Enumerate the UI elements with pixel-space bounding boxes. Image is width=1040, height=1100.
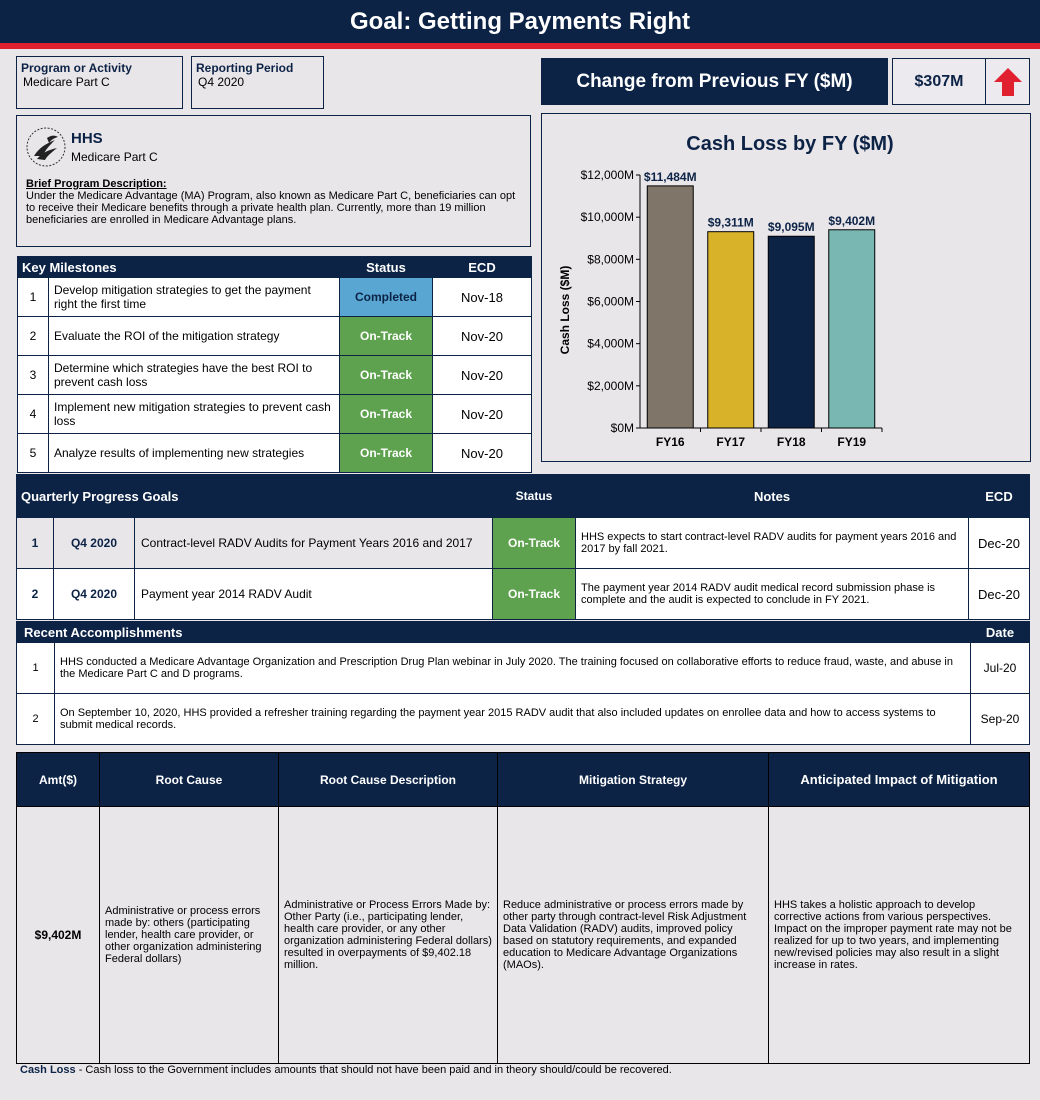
milestone-text: Determine which strategies have the best ROI to prevent cash loss xyxy=(49,356,340,395)
milestone-number: 2 xyxy=(18,317,49,356)
goal-quarter: Q4 2020 xyxy=(54,518,135,569)
goal-quarter: Q4 2020 xyxy=(54,569,135,620)
milestone-ecd: Nov-18 xyxy=(433,278,532,317)
chart-x-tick-label: FY16 xyxy=(655,435,685,449)
description-label: Brief Program Description: xyxy=(26,178,167,190)
quarterly-title: Quarterly Progress Goals xyxy=(17,475,493,518)
table-row xyxy=(17,807,1030,1064)
goal-ecd: Dec-20 xyxy=(969,569,1030,620)
status-badge: On-Track xyxy=(493,518,576,569)
table-row xyxy=(18,434,532,473)
table-row xyxy=(18,278,532,317)
root-cause-table xyxy=(16,752,1030,1064)
milestone-text: Develop mitigation strategies to get the payment right the first time xyxy=(49,278,340,317)
mitigation-strategy-header: Mitigation Strategy xyxy=(498,753,769,807)
change-label: Change from Previous FY ($M) xyxy=(541,58,888,105)
status-badge: On-Track xyxy=(340,317,433,356)
page-title: Goal: Getting Payments Right xyxy=(0,0,1040,43)
chart-data-label: $9,095M xyxy=(767,220,815,235)
table-row xyxy=(17,518,1030,569)
root-cause-text: Administrative or process errors made by: others (participating lender, health care provider, or other organization administering Federal dollars) xyxy=(100,807,279,1064)
table-row xyxy=(18,356,532,395)
milestone-text: Evaluate the ROI of the mitigation strategy xyxy=(49,317,340,356)
table-row xyxy=(17,643,1030,694)
goal-text: Payment year 2014 RADV Audit xyxy=(135,569,493,620)
chart-title: Cash Loss by FY ($M) xyxy=(686,133,894,155)
goal-number: 1 xyxy=(17,518,54,569)
period-label: Reporting Period xyxy=(196,61,294,75)
footnote-term: Cash Loss xyxy=(20,1064,76,1076)
milestone-text: Analyze results of implementing new strategies xyxy=(49,434,340,473)
milestone-number: 3 xyxy=(18,356,49,395)
milestone-number: 4 xyxy=(18,395,49,434)
accomplishment-date: Jul-20 xyxy=(971,643,1030,694)
chart-bar xyxy=(829,230,875,428)
arrow-up-icon xyxy=(993,67,1023,97)
change-value: $307M xyxy=(893,59,986,104)
milestone-number: 5 xyxy=(18,434,49,473)
program-box xyxy=(16,56,183,109)
milestone-ecd: Nov-20 xyxy=(433,317,532,356)
accomplishments-table xyxy=(16,621,1030,745)
goal-number: 2 xyxy=(17,569,54,620)
table-row xyxy=(17,569,1030,620)
milestones-table xyxy=(17,256,532,473)
chart-y-tick-label: $6,000M xyxy=(587,294,634,309)
change-value-box xyxy=(892,58,1030,105)
goal-notes: The payment year 2014 RADV audit medical record submission phase is complete and the audit is expected to conclude in FY 2021. xyxy=(576,569,969,620)
accomplishment-text: HHS conducted a Medicare Advantage Organization and Prescription Drug Plan webinar in July 2020. The training focused on collaborative efforts to reduce fraud, waste, and abuse in the Medicare Part C and D programs. xyxy=(55,643,971,694)
agency-program: Medicare Part C xyxy=(71,150,158,164)
milestone-text: Implement new mitigation strategies to prevent cash loss xyxy=(49,395,340,434)
status-badge: On-Track xyxy=(340,356,433,395)
mitigation-strategy-text: Reduce administrative or process errors made by other party through contract-level Risk Adjustment Data Validation (RADV) audits, improved policy based on statutory requirements, and expanded education to Medicare Advantage Organizations (MAOs). xyxy=(498,807,769,1064)
milestone-ecd: Nov-20 xyxy=(433,356,532,395)
root-cause-header: Root Cause xyxy=(100,753,279,807)
chart-x-tick-label: FY18 xyxy=(776,435,806,449)
cash-loss-chart-panel xyxy=(541,113,1031,462)
table-row xyxy=(18,317,532,356)
program-description-box xyxy=(16,115,531,247)
amount-header: Amt($) xyxy=(17,753,100,807)
chart-bar xyxy=(647,186,693,428)
period-box xyxy=(191,56,324,109)
chart-data-label: $11,484M xyxy=(643,169,697,184)
quarterly-goals-table xyxy=(16,474,1030,620)
footnote-definition: - Cash loss to the Government includes amounts that should not have been paid and in theory should/could be recovered. xyxy=(75,1064,672,1076)
quarterly-notes-header: Notes xyxy=(576,475,969,518)
table-row xyxy=(18,395,532,434)
root-cause-description-header: Root Cause Description xyxy=(279,753,498,807)
root-cause-description-text: Administrative or Process Errors Made by: Other Party (i.e., participating lender, health care provider, or any other organization administering Federal dollars) resulted in overpayments of $9,402.18 million. xyxy=(279,807,498,1064)
goal-notes: HHS expects to start contract-level RADV audits for payment years 2016 and 2017 by fall 2021. xyxy=(576,518,969,569)
chart-y-tick-label: $12,000M xyxy=(580,168,634,182)
quarterly-status-header: Status xyxy=(493,475,576,518)
goal-ecd: Dec-20 xyxy=(969,518,1030,569)
chart-bar xyxy=(708,232,754,428)
milestones-status-header: Status xyxy=(340,257,433,278)
chart-data-label: $9,311M xyxy=(707,215,754,230)
chart-bar xyxy=(768,236,814,428)
chart-x-tick-label: FY17 xyxy=(716,435,746,449)
chart-y-tick-label: $10,000M xyxy=(580,210,634,225)
status-badge: On-Track xyxy=(340,434,433,473)
program-label: Program or Activity xyxy=(21,61,132,75)
milestones-ecd-header: ECD xyxy=(433,257,532,278)
status-badge: Completed xyxy=(340,278,433,317)
goal-text: Contract-level RADV Audits for Payment Years 2016 and 2017 xyxy=(135,518,493,569)
anticipated-impact-header: Anticipated Impact of Mitigation xyxy=(769,753,1030,807)
cash-loss-chart xyxy=(542,114,1030,461)
table-row xyxy=(17,694,1030,745)
anticipated-impact-text: HHS takes a holistic approach to develop corrective actions from various perspectives. Impact on the improper payment rate may not be realized for up to two years, and implementing new/revised policies may also result in a slight increase in rates. xyxy=(769,807,1030,1064)
chart-y-tick-label: $0M xyxy=(610,421,634,435)
period-value: Q4 2020 xyxy=(198,75,245,89)
chart-data-label: $9,402M xyxy=(828,213,876,228)
footnote xyxy=(20,1064,672,1076)
header-divider xyxy=(0,43,1040,49)
agency-name: HHS xyxy=(71,130,103,147)
milestone-ecd: Nov-20 xyxy=(433,395,532,434)
chart-y-tick-label: $8,000M xyxy=(587,252,634,267)
milestones-title: Key Milestones xyxy=(18,257,340,278)
accomplishment-date: Sep-20 xyxy=(971,694,1030,745)
accomplishments-date-header: Date xyxy=(971,622,1030,643)
program-value: Medicare Part C xyxy=(23,75,110,89)
chart-y-axis-label: Cash Loss ($M) xyxy=(558,265,572,355)
status-badge: On-Track xyxy=(340,395,433,434)
milestone-number: 1 xyxy=(18,278,49,317)
accomplishments-title: Recent Accomplishments xyxy=(17,622,971,643)
milestone-ecd: Nov-20 xyxy=(433,434,532,473)
amount-value: $9,402M xyxy=(17,807,100,1064)
chart-y-tick-label: $2,000M xyxy=(587,378,634,393)
status-badge: On-Track xyxy=(493,569,576,620)
quarterly-ecd-header: ECD xyxy=(969,475,1030,518)
chart-y-tick-label: $4,000M xyxy=(587,336,634,351)
accomplishment-number: 1 xyxy=(17,643,55,694)
accomplishment-number: 2 xyxy=(17,694,55,745)
description-text: Under the Medicare Advantage (MA) Program, also known as Medicare Part C, beneficiaries can opt to receive their Medicare benefits through a private health plan. Currently, more than 19 million beneficiaries are enrolled in Medicare Advantage plans. xyxy=(26,190,516,226)
chart-x-tick-label: FY19 xyxy=(837,435,867,449)
accomplishment-text: On September 10, 2020, HHS provided a refresher training regarding the payment year 2015 RADV audit that also included updates on enrollee data and how to access systems to submit medical records. xyxy=(55,694,971,745)
hhs-logo-icon xyxy=(25,126,67,168)
